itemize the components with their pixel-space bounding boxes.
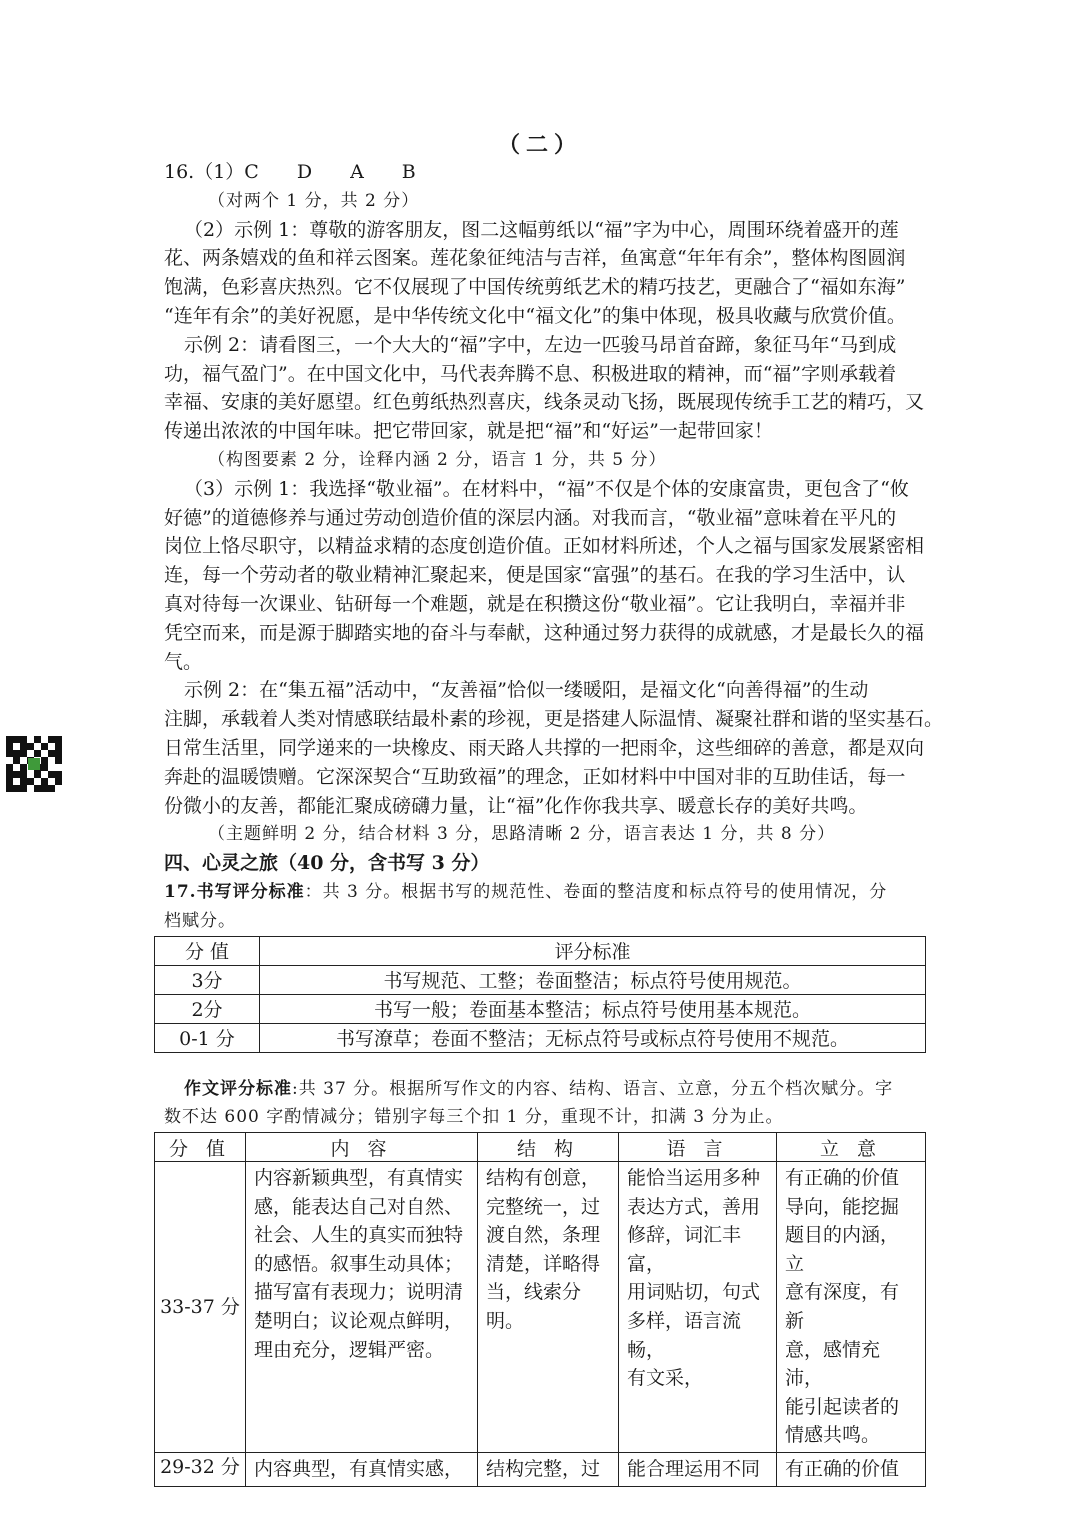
cell-line: 有正确的价值	[785, 1167, 900, 1190]
paragraph-line: 功，福气盈门”。在中国文化中，马代表奔腾不息、积极进取的精神，而“福”字则承载着	[164, 362, 897, 385]
header-score: 分 值	[155, 936, 260, 965]
paragraph-line: （3）示例 1：我选择“敬业福”。在材料中，“福”不仅是个体的安康富贵，更包含了“攸	[184, 477, 909, 500]
cell-line: 楚明白；议论观点鲜明，	[254, 1310, 464, 1333]
essay-criteria-cont: 数不达 600 字酌情减分；错别字每三个扣 1 分，重现不计，扣满 3 分为止。	[164, 1107, 784, 1128]
paragraph-line: （2）示例 1：尊敬的游客朋友，图二这幅剪纸以“福”字为中心，周围环绕着盛开的莲	[184, 218, 899, 241]
essay-score-table	[154, 1132, 926, 1487]
paragraph-line: 注脚，承载着人类对情感联结最朴素的珍视，更是搭建人际温情、凝聚社群和谐的坚实基石。	[164, 708, 944, 731]
q17-criteria-cont: 档赋分。	[164, 910, 236, 931]
cell-line: 能引起读者的	[785, 1395, 900, 1418]
paragraph-line: 气。	[164, 650, 203, 673]
header-content: 内 容	[246, 1133, 478, 1162]
cell-line: 意有深度，有新	[785, 1281, 900, 1333]
score-cell: 3分	[155, 965, 260, 994]
paragraph-line: 幸福、安康的美好愿望。红色剪纸热烈喜庆，线条灵动飞扬，既展现传统手工艺的精巧，又	[164, 391, 925, 414]
cell-line: 描写富有表现力；说明清	[254, 1281, 464, 1304]
cell-line: 用词贴切，句式	[627, 1281, 761, 1304]
essay-label: 作文评分标准	[184, 1078, 292, 1099]
q16-part1-answer: 16.（1）C D A B	[164, 161, 416, 183]
table-row	[155, 994, 926, 1023]
structure-cell	[478, 1453, 619, 1487]
cell-line: 结构完整，过	[486, 1458, 601, 1481]
paragraph-line: 日常生活里，同学递来的一块橡皮、雨天路人共撑的一把雨伞，这些细碎的善意，都是双向	[164, 736, 925, 759]
paragraph-line: “连年有余”的美好祝愿，是中华传统文化中“福文化”的集中体现，极具收藏与欣赏价值。	[164, 304, 906, 327]
language-cell	[619, 1162, 777, 1453]
table-header-row	[155, 936, 926, 965]
table-row	[155, 1023, 926, 1052]
cell-line: 内容新颖典型，有真情实	[254, 1167, 464, 1190]
q17-criteria	[164, 878, 924, 907]
cell-line: 修辞，词汇丰富，	[627, 1224, 742, 1275]
content-cell	[246, 1453, 478, 1487]
header-intent: 立 意	[777, 1133, 926, 1162]
score-cell: 0-1 分	[155, 1023, 260, 1052]
q16-part2-example1	[164, 216, 924, 331]
q17-text: ：共 3 分。根据书写的规范性、卷面的整洁度和标点符号的使用情况，分	[304, 881, 888, 902]
cell-line: 理由充分，逻辑严密。	[254, 1338, 445, 1361]
cell-line: 内容典型，有真情实感，	[254, 1458, 464, 1481]
essay-criteria	[164, 1075, 924, 1104]
paragraph-line: 传递出浓浓的中国年味。把它带回家，就是把“福”和“好运”一起带回家！	[164, 420, 773, 443]
paragraph-line: 花、两条嬉戏的鱼和祥云图案。莲花象征纯洁与吉祥，鱼寓意“年年有余”，整体构图圆润	[164, 247, 906, 270]
cell-line: 结构有创意，	[486, 1167, 601, 1190]
cell-line: 的感悟。叙事生动具体；	[254, 1252, 464, 1275]
section-title: （二）	[497, 132, 582, 158]
spacer	[164, 1053, 924, 1075]
answer-content	[160, 158, 944, 1487]
content-cell	[246, 1162, 478, 1453]
table-row	[155, 1162, 926, 1453]
cell-line: 表达方式，善用	[627, 1195, 761, 1218]
language-cell	[619, 1453, 777, 1487]
paragraph-line: 真对待每一次课业、钻研每一个难题，就是在积攒这份“敬业福”。它让我明白，幸福并非	[164, 592, 906, 615]
header-criteria: 评分标准	[260, 936, 926, 965]
q16-part3-example1	[164, 475, 924, 677]
header-structure: 结 构	[478, 1133, 619, 1162]
cell-line: 情感共鸣。	[785, 1424, 881, 1447]
section4-heading: 四、心灵之旅（40 分，含书写 3 分）	[164, 852, 490, 875]
header-score: 分 值	[155, 1133, 246, 1162]
q16-part3-example2	[164, 676, 944, 820]
q16-part3-scoring-note: （主题鲜明 2 分，结合材料 3 分，思路清晰 2 分，语言表达 1 分，共 8 分）	[208, 824, 836, 845]
paragraph-line: 奔赴的温暖馈赠。它深深契合“互助致福”的理念，正如材料中中国对非的互助佳话，每一	[164, 765, 906, 788]
q16-part2-scoring-note: （构图要素 2 分，诠释内涵 2 分，语言 1 分，共 5 分）	[208, 449, 667, 470]
cell-line: 渡自然，条理	[486, 1224, 601, 1247]
q16-part2-example2	[164, 331, 924, 446]
paragraph-line: 岗位上恪尽职守，以精益求精的态度创造价值。正如材料所述，个人之福与国家发展紧密相	[164, 535, 925, 558]
score-cell: 29-32 分	[155, 1453, 246, 1487]
paragraph-line: 凭空而来，而是源于脚踏实地的奋斗与奉献，这种通过努力获得的成就感，才是最长久的福	[164, 621, 925, 644]
qr-logo-icon	[28, 758, 40, 770]
cell-line: 题目的内涵，立	[785, 1224, 900, 1275]
score-cell: 33-37 分	[155, 1162, 246, 1453]
structure-cell	[478, 1162, 619, 1453]
cell-line: 有正确的价值	[785, 1458, 900, 1481]
cell-line: 清楚，详略得	[486, 1252, 601, 1275]
intent-cell	[777, 1453, 926, 1487]
cell-line: 导向，能挖掘	[785, 1195, 900, 1218]
cell-line: 意，感情充沛，	[785, 1338, 881, 1390]
writing-score-table	[154, 936, 926, 1053]
cell-line: 多样，语言流畅，	[627, 1310, 742, 1361]
intent-cell	[777, 1162, 926, 1453]
paragraph-line: 份微小的友善，都能汇聚成磅礴力量，让“福”化作你我共享、暖意长存的美好共鸣。	[164, 794, 868, 817]
score-cell: 2分	[155, 994, 260, 1023]
cell-line: 完整统一，过	[486, 1195, 601, 1218]
table-row	[155, 1453, 926, 1487]
qr-code-icon	[6, 736, 62, 792]
q16-part1-scoring-note: （对两个 1 分，共 2 分）	[208, 190, 420, 211]
cell-line: 有文采，	[627, 1367, 704, 1390]
criteria-cell: 书写规范、工整；卷面整洁；标点符号使用规范。	[260, 965, 926, 994]
paragraph-line: 好德”的道德修养与通过劳动创造价值的深层内涵。对我而言，“敬业福”意味着在平凡的	[164, 506, 897, 529]
paragraph-line: 示例 2：请看图三，一个大大的“福”字中，左边一匹骏马昂首奋蹄，象征马年“马到成	[184, 333, 897, 356]
criteria-cell: 书写一般；卷面基本整洁；标点符号使用基本规范。	[260, 994, 926, 1023]
paragraph-line: 示例 2：在“集五福”活动中，“友善福”恰似一缕暖阳，是福文化“向善得福”的生动	[184, 679, 869, 702]
cell-line: 感，能表达自己对自然、	[254, 1195, 464, 1218]
q17-label: 17.书写评分标准	[164, 881, 305, 902]
table-header-row	[155, 1133, 926, 1162]
table-row	[155, 965, 926, 994]
header-language: 语 言	[619, 1133, 777, 1162]
cell-line: 能恰当运用多种	[627, 1167, 761, 1190]
cell-line: 社会、人生的真实而独特	[254, 1224, 464, 1247]
paragraph-line: 饱满，色彩喜庆热烈。它不仅展现了中国传统剪纸艺术的精巧技艺，更融合了“福如东海”	[164, 276, 906, 299]
essay-text: :共 37 分。根据所写作文的内容、结构、语言、立意，分五个档次赋分。字	[292, 1078, 894, 1099]
paragraph-line: 连，每一个劳动者的敬业精神汇聚起来，便是国家“富强”的基石。在我的学习生活中，认	[164, 564, 906, 587]
cell-line: 当，线索分明。	[486, 1281, 582, 1333]
criteria-cell: 书写潦草；卷面不整洁；无标点符号或标点符号使用不规范。	[260, 1023, 926, 1052]
cell-line: 能合理运用不同	[627, 1458, 761, 1481]
